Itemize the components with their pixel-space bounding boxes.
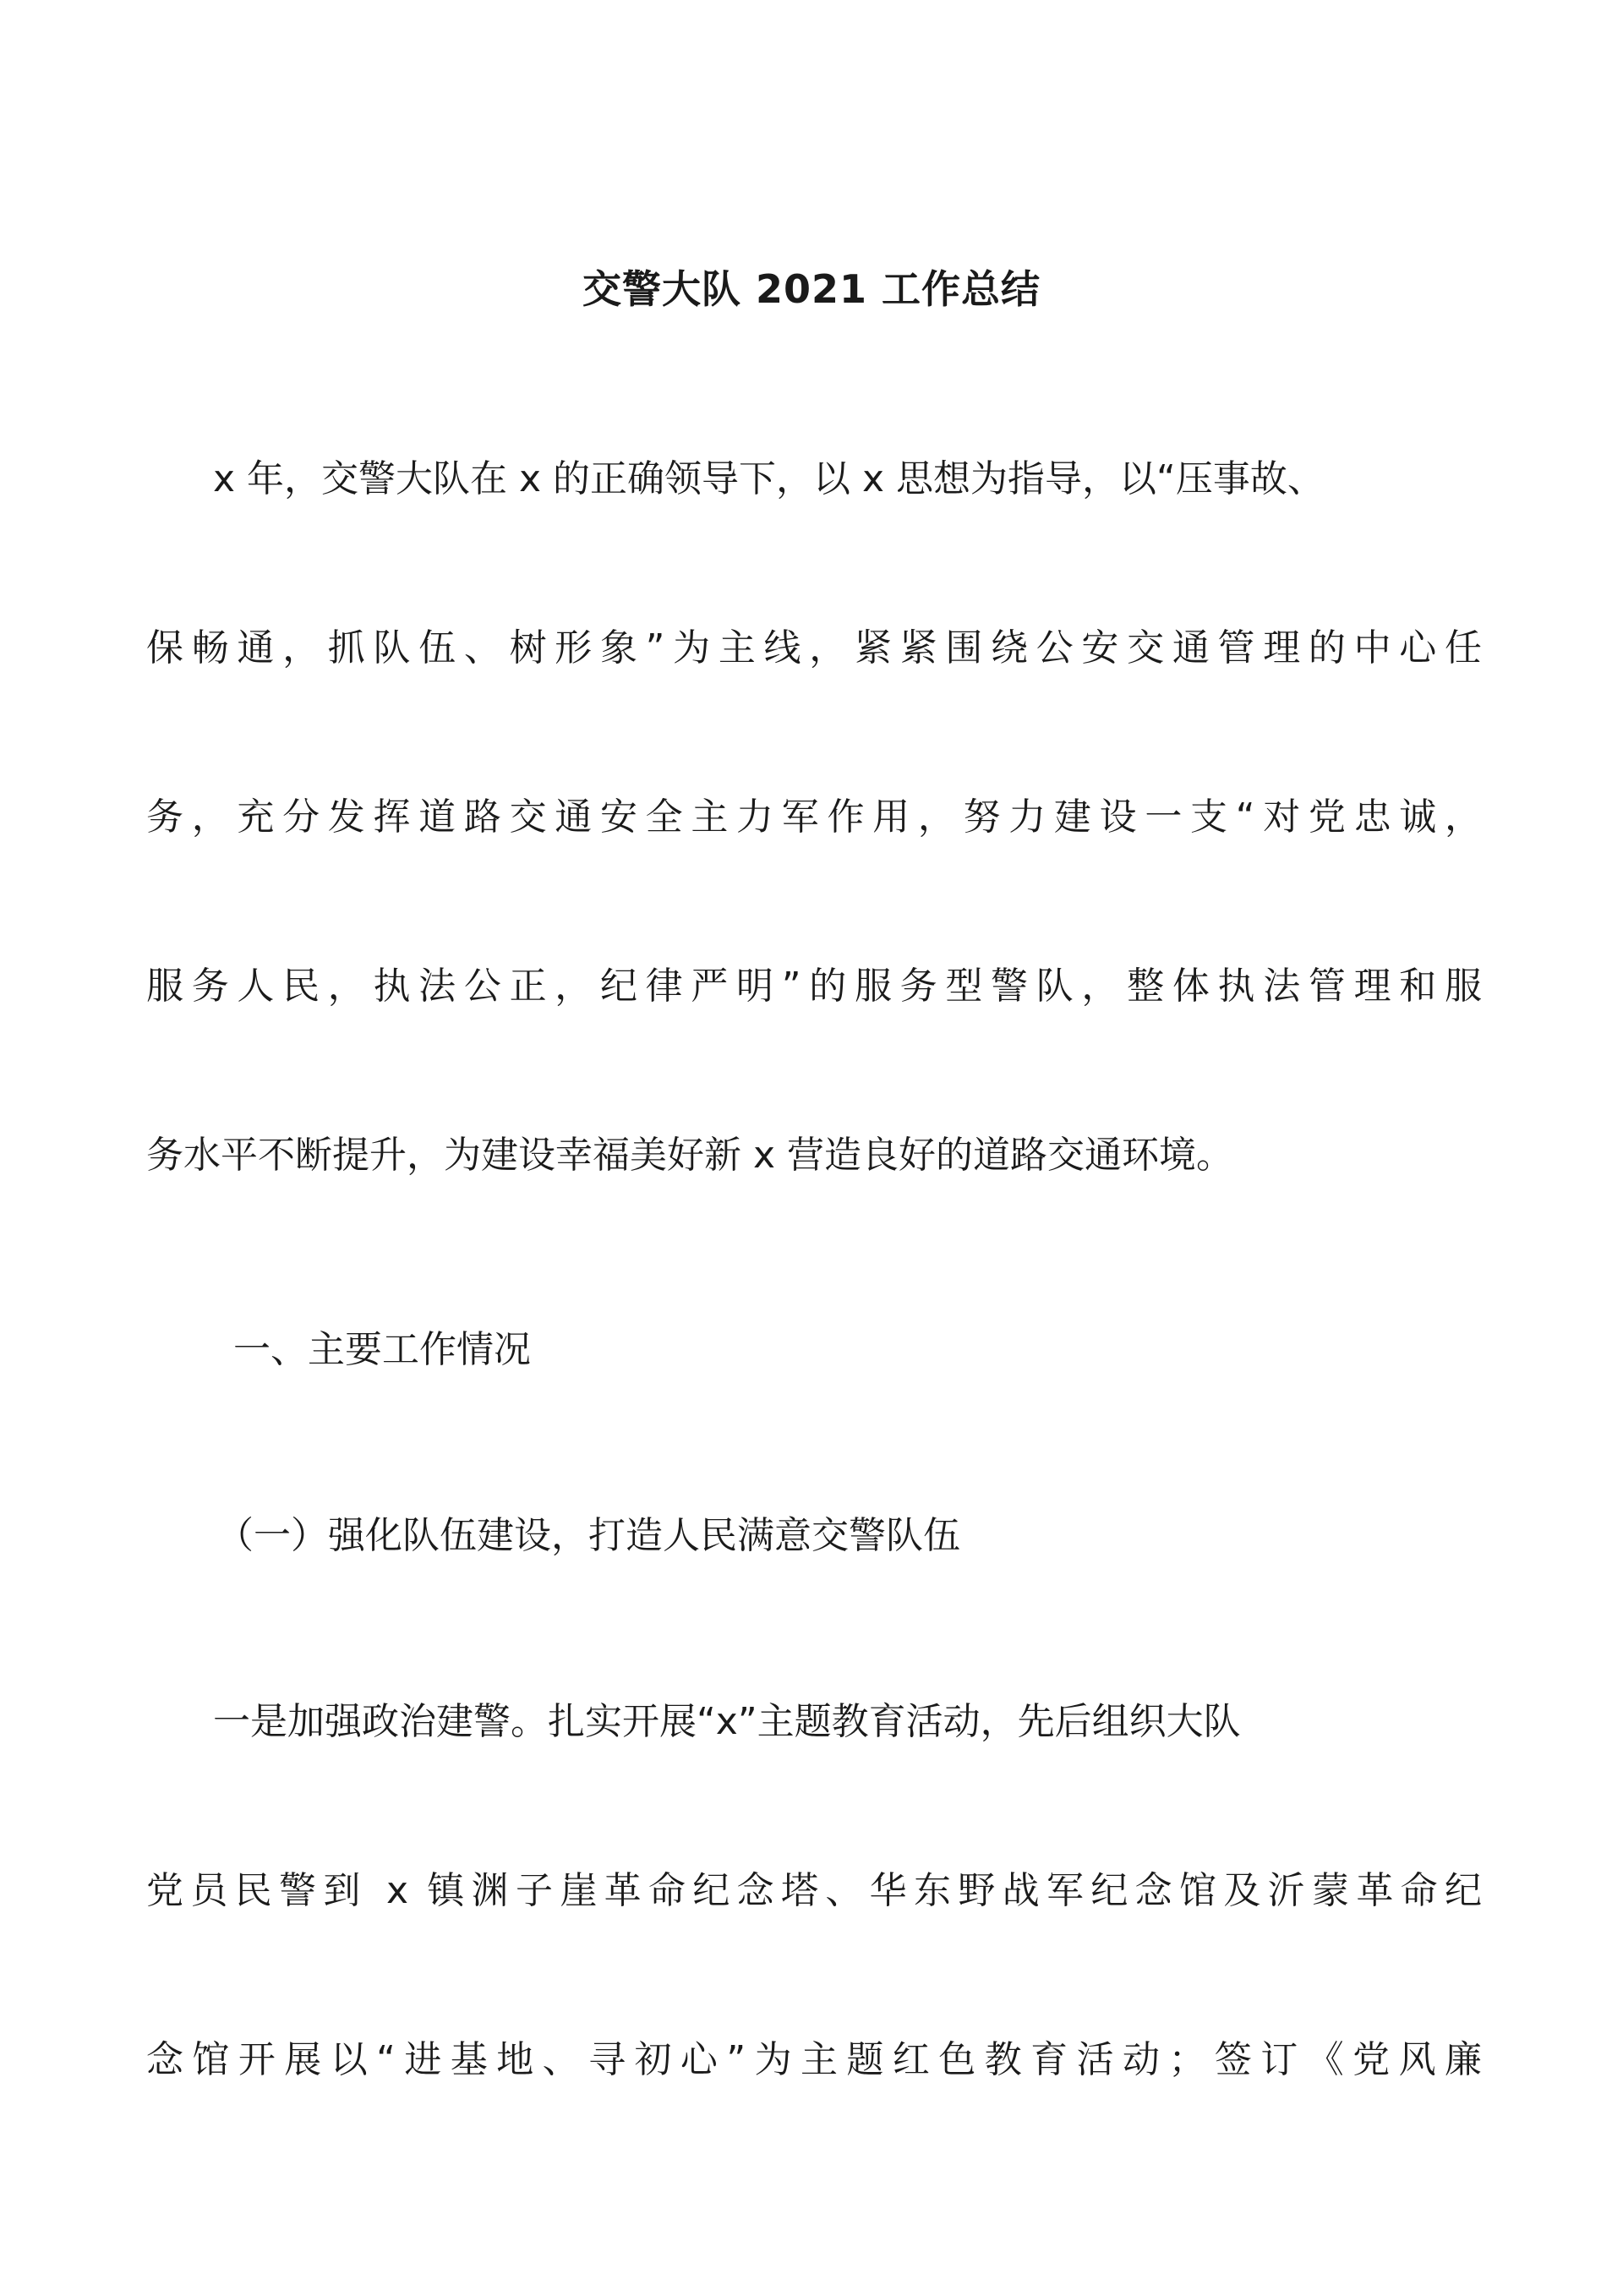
paragraph-line: 务，充分发挥道路交通安全主力军作用，努力建设一支“对党忠诚， xyxy=(146,795,1482,839)
paragraph-line: 服务人民，执法公正，纪律严明”的服务型警队，整体执法管理和服 xyxy=(146,965,1482,1008)
section-heading: 一、主要工作情况 xyxy=(233,1328,531,1371)
paragraph-line: 一是加强政治建警。扎实开展“x”主题教育活动，先后组织大队 xyxy=(213,1700,1241,1743)
paragraph-line: x 年，交警大队在 x 的正确领导下，以 x 思想为指导，以“压事故、 xyxy=(213,457,1325,500)
paragraph-line: 党员民警到 x 镇渊子崖革命纪念塔、华东野战军纪念馆及沂蒙革命纪 xyxy=(146,1869,1482,1912)
paragraph-line: 保畅通，抓队伍、树形象”为主线，紧紧围绕公安交通管理的中心任 xyxy=(146,626,1482,670)
paragraph-line: 念馆开展以“进基地、寻初心”为主题红色教育活动；签订《党风廉 xyxy=(146,2038,1482,2081)
document-title: 交警大队 2021 工作总结 xyxy=(582,266,1041,312)
subsection-heading: （一）强化队伍建设，打造人民满意交警队伍 xyxy=(216,1514,960,1557)
paragraph-line: 务水平不断提升，为建设幸福美好新 x 营造良好的道路交通环境。 xyxy=(146,1134,1234,1177)
